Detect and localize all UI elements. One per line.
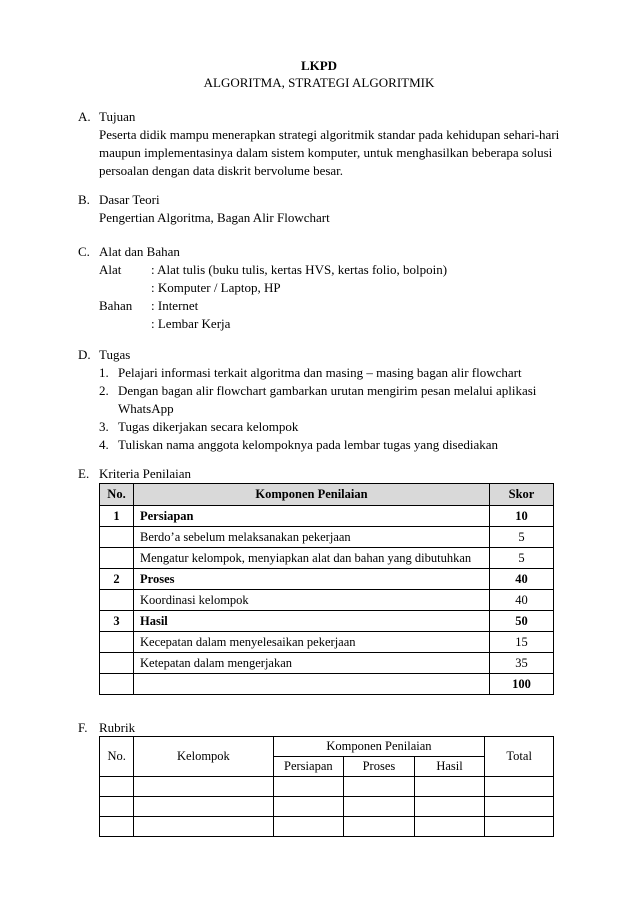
row-no: [100, 632, 134, 653]
section-letter: F.: [78, 720, 88, 735]
header-persiapan: Persiapan: [273, 757, 344, 777]
table-row: [100, 611, 554, 632]
section-heading: Tugas: [99, 347, 131, 362]
empty-cell: [485, 817, 554, 837]
empty-cell: [134, 817, 273, 837]
empty-cell: [485, 777, 554, 797]
empty-cell: [414, 817, 485, 837]
row-no: [100, 548, 134, 569]
row-skor: 5: [490, 548, 554, 569]
empty-cell: [273, 817, 344, 837]
criteria-table: [99, 483, 554, 695]
row-komponen: Kecepatan dalam menyelesaikan pekerjaan: [134, 632, 490, 653]
row-no: 3: [100, 611, 134, 632]
empty-cell: [273, 797, 344, 817]
row-no: [100, 527, 134, 548]
alat-item: : Komputer / Laptop, HP: [151, 280, 281, 295]
list-number: 1.: [99, 365, 109, 380]
list-item: Tuliskan nama anggota kelompoknya pada lembar tugas yang disediakan: [118, 437, 499, 452]
section-heading: Kriteria Penilaian: [99, 466, 192, 481]
table-row: [100, 506, 554, 527]
table-row: [100, 632, 554, 653]
row-komponen: Koordinasi kelompok: [134, 590, 490, 611]
table-row: [100, 817, 554, 837]
table-row: [100, 674, 554, 695]
row-komponen: Berdo’a sebelum melaksanakan pekerjaan: [134, 527, 490, 548]
row-skor: 10: [490, 506, 554, 527]
row-no: 2: [100, 569, 134, 590]
row-komponen: Proses: [134, 569, 490, 590]
rubric-table: [99, 736, 554, 837]
alat-item: : Alat tulis (buku tulis, kertas HVS, kertas folio, bolpoin): [151, 262, 448, 277]
section-heading: Dasar Teori: [99, 192, 160, 207]
section-text: maupun implementasinya dalam sistem komputer, untuk menghasilkan beberapa solusi: [99, 145, 553, 160]
empty-cell: [100, 797, 134, 817]
section-letter: B.: [78, 192, 90, 207]
header-kelompok: Kelompok: [134, 737, 273, 777]
row-skor: 15: [490, 632, 554, 653]
empty-cell: [414, 797, 485, 817]
row-skor: 50: [490, 611, 554, 632]
table-row: [100, 548, 554, 569]
row-skor: 40: [490, 569, 554, 590]
section-letter: C.: [78, 244, 90, 259]
bahan-label: Bahan: [99, 298, 133, 313]
row-no: [100, 674, 134, 695]
row-komponen: Persiapan: [134, 506, 490, 527]
header-proses: Proses: [344, 757, 415, 777]
list-number: 3.: [99, 419, 109, 434]
empty-cell: [344, 797, 415, 817]
empty-cell: [273, 777, 344, 797]
alat-label: Alat: [99, 262, 122, 277]
table-header-row: [100, 484, 554, 506]
section-heading: Tujuan: [99, 109, 136, 124]
header-komponen: Komponen Penilaian: [134, 484, 490, 506]
document-subtitle: ALGORITMA, STRATEGI ALGORITMIK: [203, 75, 435, 90]
header-no: No.: [100, 484, 134, 506]
section-heading: Rubrik: [99, 720, 136, 735]
empty-cell: [100, 817, 134, 837]
list-item: Tugas dikerjakan secara kelompok: [118, 419, 299, 434]
table-row: [100, 653, 554, 674]
section-text: Pengertian Algoritma, Bagan Alir Flowchart: [99, 210, 330, 225]
section-letter: E.: [78, 466, 90, 481]
section-letter: A.: [78, 109, 91, 124]
empty-cell: [134, 797, 273, 817]
list-item: WhatsApp: [118, 401, 174, 416]
empty-cell: [485, 797, 554, 817]
header-no: No.: [100, 737, 134, 777]
list-item: Dengan bagan alir flowchart gambarkan urutan mengirim pesan melalui aplikasi: [118, 383, 537, 398]
row-skor: 100: [490, 674, 554, 695]
empty-cell: [134, 777, 273, 797]
table-row: [100, 527, 554, 548]
empty-cell: [100, 777, 134, 797]
bahan-item: : Lembar Kerja: [151, 316, 231, 331]
empty-cell: [414, 777, 485, 797]
table-row: [100, 777, 554, 797]
row-komponen: Hasil: [134, 611, 490, 632]
section-text: persoalan dengan data diskrit bervolume besar.: [99, 163, 344, 178]
list-item: Pelajari informasi terkait algoritma dan masing – masing bagan alir flowchart: [118, 365, 522, 380]
table-row: [100, 797, 554, 817]
table-header-row: [100, 737, 554, 757]
row-no: [100, 590, 134, 611]
empty-cell: [344, 777, 415, 797]
row-no: 1: [100, 506, 134, 527]
table-row: [100, 590, 554, 611]
header-total: Total: [485, 737, 554, 777]
header-skor: Skor: [490, 484, 554, 506]
section-letter: D.: [78, 347, 91, 362]
empty-cell: [344, 817, 415, 837]
bahan-item: : Internet: [151, 298, 199, 313]
row-skor: 5: [490, 527, 554, 548]
row-komponen: Mengatur kelompok, menyiapkan alat dan bahan yang dibutuhkan: [134, 548, 490, 569]
header-komponen: Komponen Penilaian: [273, 737, 485, 757]
list-number: 4.: [99, 437, 109, 452]
row-komponen: [134, 674, 490, 695]
row-komponen: Ketepatan dalam mengerjakan: [134, 653, 490, 674]
row-skor: 35: [490, 653, 554, 674]
row-no: [100, 653, 134, 674]
document-title: LKPD: [300, 58, 338, 73]
section-heading: Alat dan Bahan: [99, 244, 180, 259]
table-row: [100, 569, 554, 590]
section-text: Peserta didik mampu menerapkan strategi algoritmik standar pada kehidupan sehari-hari: [99, 127, 560, 142]
row-skor: 40: [490, 590, 554, 611]
header-hasil: Hasil: [414, 757, 485, 777]
list-number: 2.: [99, 383, 109, 398]
